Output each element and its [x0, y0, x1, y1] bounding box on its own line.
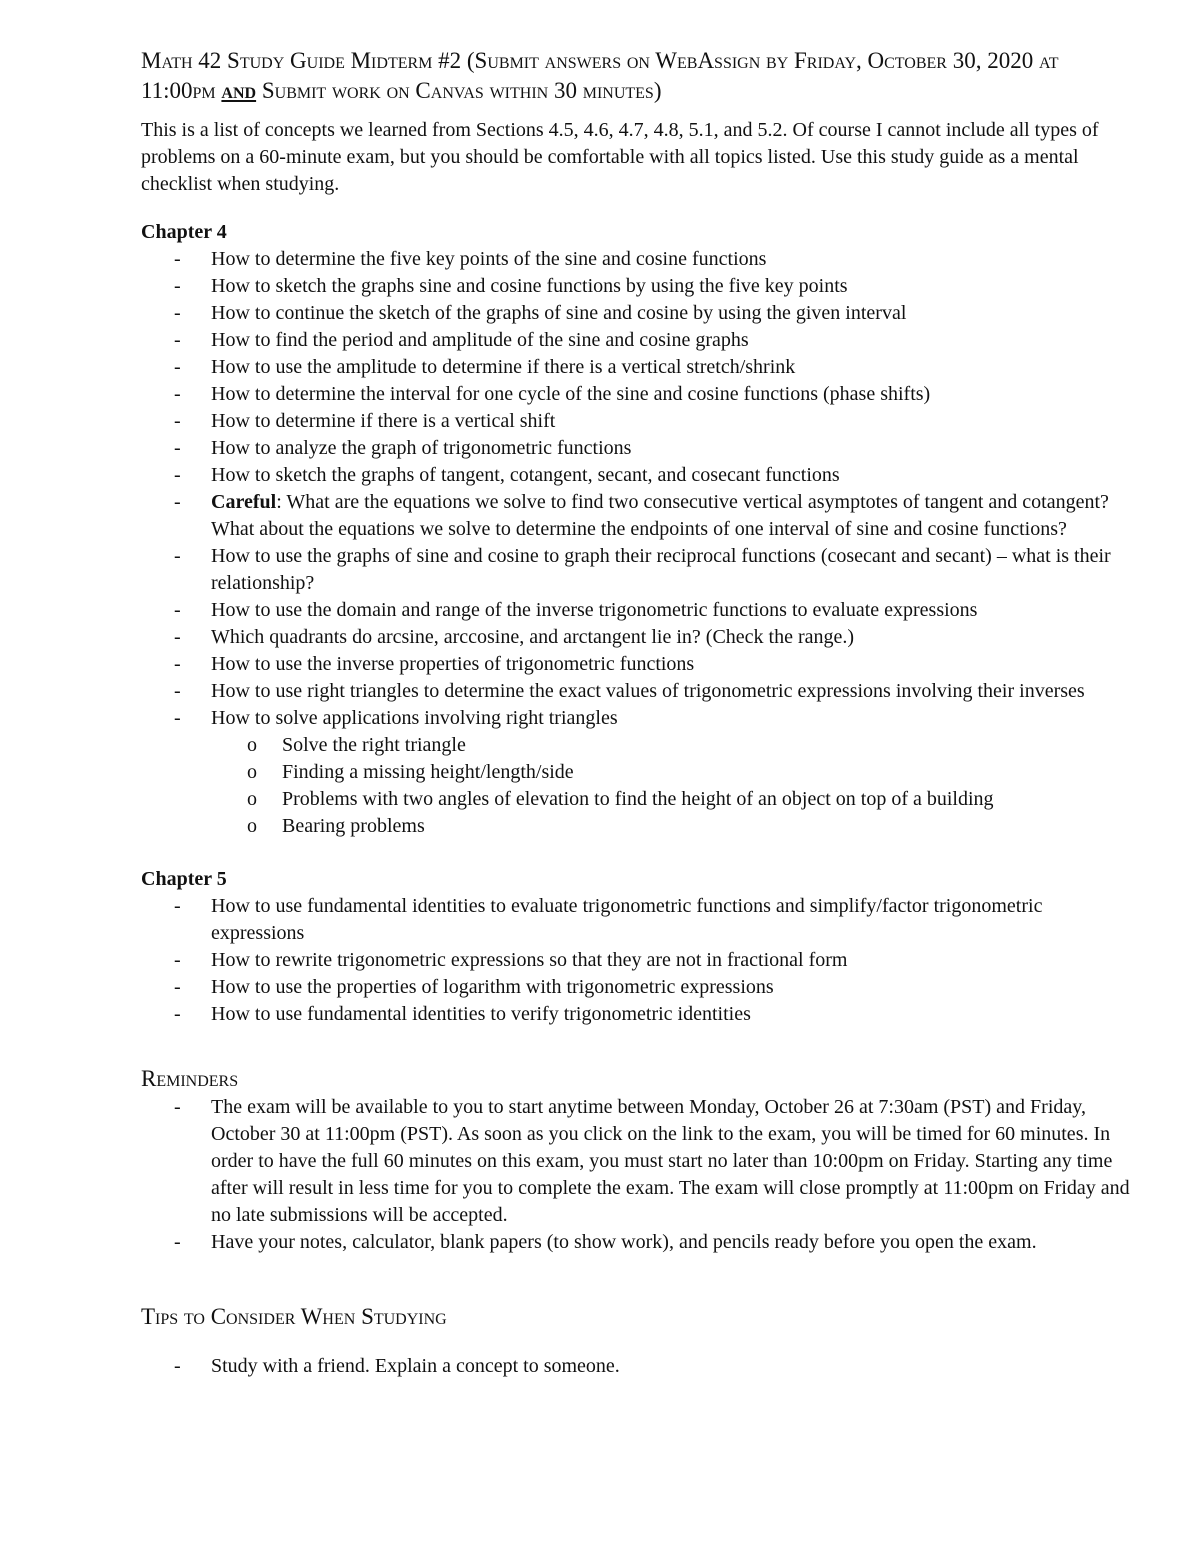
- title-part-2: Submit work on Canvas within 30 minutes): [256, 78, 662, 103]
- spacer: [141, 840, 1131, 866]
- list-item: - How to use fundamental identities to verify trigonometric identities: [141, 1001, 1131, 1028]
- reminders-list: [141, 1094, 1131, 1256]
- careful-label: Careful: [211, 491, 277, 513]
- chapter-4-list: [141, 246, 1131, 840]
- chapter-5-heading: Chapter 5: [141, 868, 227, 890]
- list-item-careful: [141, 489, 1131, 543]
- document-title: [141, 46, 1131, 106]
- sub-list-item: o Problems with two angles of elevation to find the height of an object on top of a building: [211, 786, 1131, 813]
- sub-list-item: o Solve the right triangle: [211, 732, 1131, 759]
- document-page: [141, 46, 1131, 1380]
- title-part-1: Math 42 Study Guide Midterm #2 (Submit answers on WebAssign by Friday, October 30, 2020 at 11:00pm: [141, 48, 1059, 103]
- list-item: - How to use right triangles to determine the exact values of trigonometric expressions involving their inverses: [141, 678, 1131, 705]
- list-item: - How to determine the five key points of the sine and cosine functions: [141, 246, 1131, 273]
- list-item: - How to use the domain and range of the inverse trigonometric functions to evaluate expressions: [141, 597, 1131, 624]
- list-item: - How to use the properties of logarithm with trigonometric expressions: [141, 974, 1131, 1001]
- list-item: - How to sketch the graphs sine and cosine functions by using the five key points: [141, 273, 1131, 300]
- list-item: - How to use the inverse properties of trigonometric functions: [141, 651, 1131, 678]
- list-item-applications: [141, 705, 1131, 840]
- list-item: - How to sketch the graphs of tangent, cotangent, secant, and cosecant functions: [141, 462, 1131, 489]
- list-item: - Which quadrants do arcsine, arccosine, and arctangent lie in? (Check the range.): [141, 624, 1131, 651]
- spacer: [141, 1028, 1131, 1064]
- list-item: - How to use the graphs of sine and cosine to graph their reciprocal functions (cosecant and secant) – what is their relationship?: [141, 543, 1131, 597]
- list-item: - How to rewrite trigonometric expressions so that they are not in fractional form: [141, 947, 1131, 974]
- list-item: - How to find the period and amplitude of the sine and cosine graphs: [141, 327, 1131, 354]
- tips-heading: Tips to Consider When Studying: [141, 1304, 447, 1329]
- chapter-5-list: [141, 893, 1131, 1028]
- list-item: - The exam will be available to you to start anytime between Monday, October 26 at 7:30am (PST) and Friday, October 30 at 11:00pm (PST). As soon as you click on the link to the exam, you will be timed for 60 minutes. In order to have the full 60 minutes on this exam, you must start no later than 10:00pm on Friday. Starting any time after will result in less time for you to complete the exam. The exam will close promptly at 11:00pm on Friday and no late submissions will be accepted.: [141, 1094, 1131, 1229]
- list-item: - How to use fundamental identities to evaluate trigonometric functions and simplify/factor trigonometric expressions: [141, 893, 1131, 947]
- reminders-heading: Reminders: [141, 1066, 239, 1091]
- spacer: [141, 1256, 1131, 1302]
- list-item: - Have your notes, calculator, blank papers (to show work), and pencils ready before you open the exam.: [141, 1229, 1131, 1256]
- applications-sublist: [211, 732, 1131, 840]
- list-item: - How to use the amplitude to determine if there is a vertical stretch/shrink: [141, 354, 1131, 381]
- spacer: [141, 1332, 1131, 1353]
- list-item: - Study with a friend. Explain a concept to someone.: [141, 1353, 1131, 1380]
- sub-list-item: o Finding a missing height/length/side: [211, 759, 1131, 786]
- intro-paragraph: This is a list of concepts we learned from Sections 4.5, 4.6, 4.7, 4.8, 5.1, and 5.2. Of course I cannot include all types of problems on a 60-minute exam, but you should be comfortable with all topics listed. Use this study guide as a mental checklist when studying.: [141, 119, 1099, 195]
- list-item: - How to continue the sketch of the graphs of sine and cosine by using the given interval: [141, 300, 1131, 327]
- sub-list-item: o Bearing problems: [211, 813, 1131, 840]
- applications-text: How to solve applications involving right triangles: [211, 707, 618, 729]
- list-item: - How to determine if there is a vertical shift: [141, 408, 1131, 435]
- tips-list: [141, 1353, 1131, 1380]
- list-item: - How to determine the interval for one cycle of the sine and cosine functions (phase shifts): [141, 381, 1131, 408]
- chapter-4-heading: Chapter 4: [141, 221, 227, 243]
- list-item: - How to analyze the graph of trigonometric functions: [141, 435, 1131, 462]
- title-and: and: [221, 78, 257, 103]
- careful-text: : What are the equations we solve to find two consecutive vertical asymptotes of tangent and cotangent? What about the equations we solve to determine the endpoints of one interval of sine and cosine functions?: [211, 491, 1109, 540]
